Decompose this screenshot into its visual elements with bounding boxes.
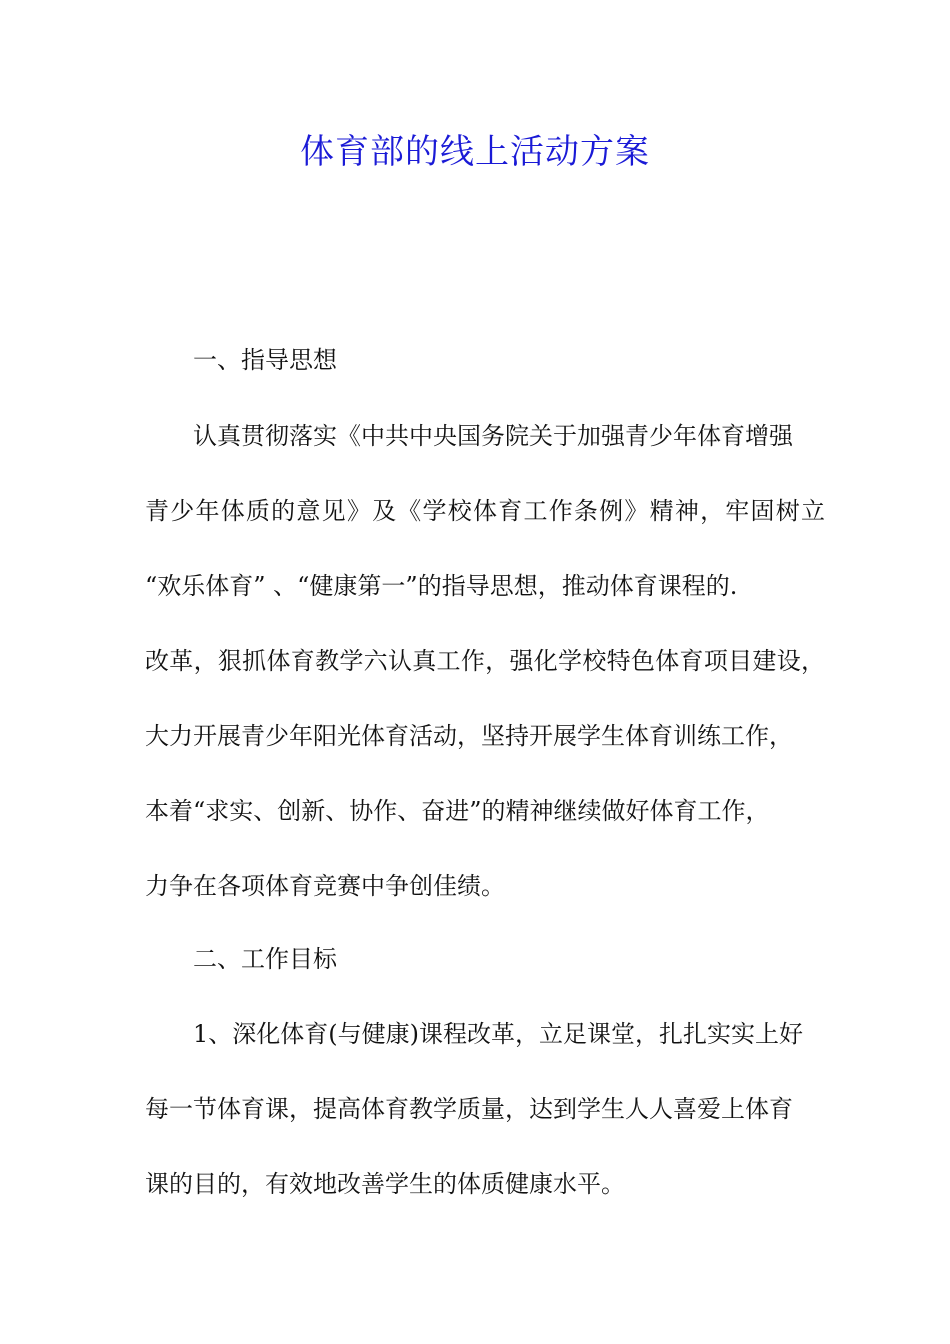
- paragraph-line: 力争在各项体育竞赛中争创佳绩。: [145, 872, 505, 900]
- paragraph-line: 课的目的，有效地改善学生的体质健康水平。: [145, 1170, 625, 1198]
- paragraph-line: 1、深化体育(与健康)课程改革，立足课堂，扎扎实实上好: [193, 1020, 803, 1048]
- paragraph-line: 改革，狠抓体育教学六认真工作，强化学校特色体育项目建设，: [145, 647, 825, 675]
- paragraph-line: 每一节体育课，提高体育教学质量，达到学生人人喜爱上体育: [145, 1095, 793, 1123]
- section-heading-guiding-ideology: 一、指导思想: [193, 346, 337, 374]
- paragraph-line: 本着“求实、创新、协作、奋进”的精神继续做好体育工作，: [145, 797, 770, 825]
- paragraph-line: “欢乐体育” 、“健康第一”的指导思想，推动体育课程的.: [145, 572, 738, 600]
- paragraph-line: 认真贯彻落实《中共中央国务院关于加强青少年体育增强: [193, 422, 793, 450]
- section-heading-work-goals: 二、工作目标: [193, 945, 337, 973]
- document-title: 体育部的线上活动方案: [300, 132, 650, 172]
- paragraph-line: 青少年体质的意见》及《学校体育工作条例》精神，牢固树立: [145, 497, 825, 525]
- paragraph-line: 大力开展青少年阳光体育活动，坚持开展学生体育训练工作，: [145, 722, 793, 750]
